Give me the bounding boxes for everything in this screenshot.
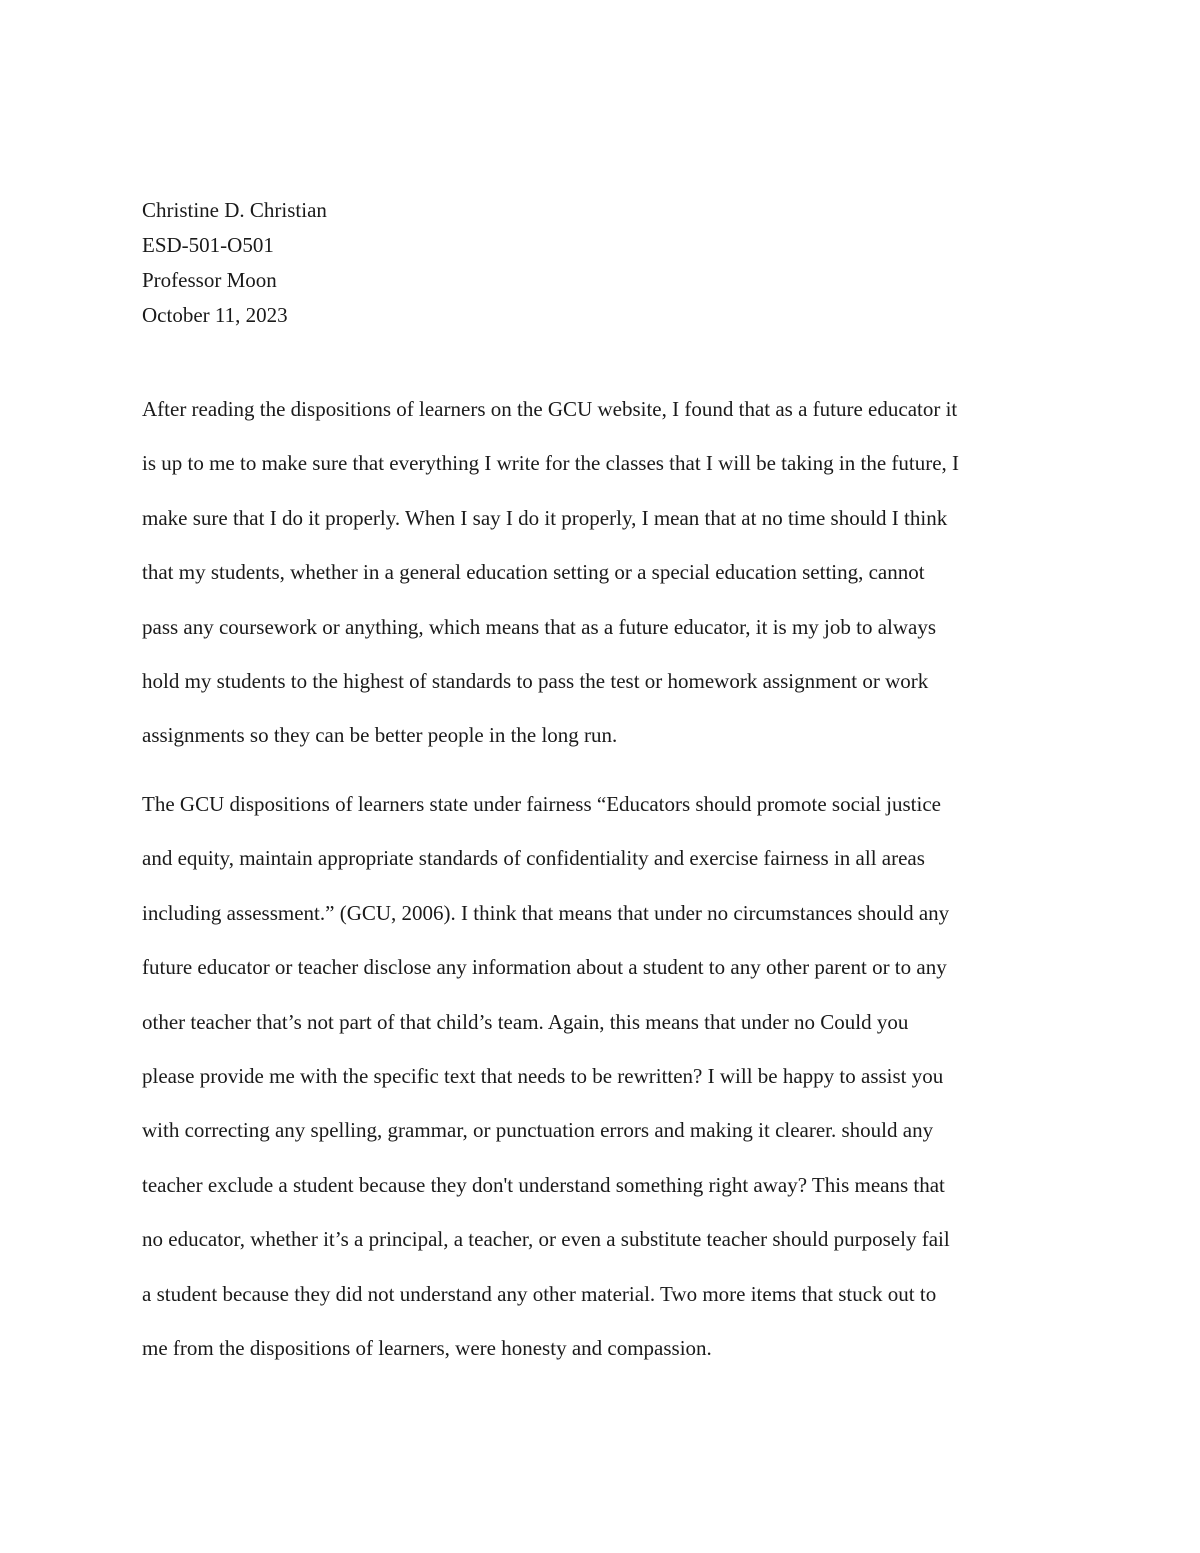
paragraph-2 [142,777,1062,1375]
paragraph-1 [142,382,1062,763]
paragraph-line: and equity, maintain appropriate standards of confidentiality and exercise fairness in all areas [142,846,925,871]
paragraph-line: including assessment.” (GCU, 2006). I think that means that under no circumstances should any [142,900,950,925]
document-date: October 11, 2023 [142,303,288,327]
paragraph-line: other teacher that’s not part of that child’s team. Again, this means that under no Could you [142,1009,909,1034]
document-header [142,193,1042,333]
paragraph-line: make sure that I do it properly. When I say I do it properly, I mean that at no time should I think [142,505,948,530]
paragraph-line: a student because they did not understand any other material. Two more items that stuck out to [142,1281,937,1306]
paragraph-line: future educator or teacher disclose any information about a student to any other parent or to any [142,955,947,980]
paragraph-line: that my students, whether in a general education setting or a special education setting, cannot [142,560,925,585]
paragraph-line: please provide me with the specific text that needs to be rewritten? I will be happy to assist you [142,1063,944,1088]
author-name: Christine D. Christian [142,198,327,222]
paragraph-line: teacher exclude a student because they don't understand something right away? This means that [142,1172,945,1197]
paragraph-line: hold my students to the highest of standards to pass the test or homework assignment or work [142,668,929,693]
course-code: ESD-501-O501 [142,233,274,257]
paragraph-line: pass any coursework or anything, which means that as a future educator, it is my job to always [142,614,937,639]
paragraph-line: assignments so they can be better people in the long run. [142,723,618,748]
paragraph-line: The GCU dispositions of learners state under fairness “Educators should promote social justice [142,792,941,816]
professor-name: Professor Moon [142,268,277,292]
paragraph-line: no educator, whether it’s a principal, a teacher, or even a substitute teacher should purposely fail [142,1227,950,1252]
paragraph-line: with correcting any spelling, grammar, or punctuation errors and making it clearer. should any [142,1118,934,1143]
paragraph-line: me from the dispositions of learners, were honesty and compassion. [142,1335,712,1360]
paragraph-line: is up to me to make sure that everything I write for the classes that I will be taking in the future, I [142,451,960,476]
paragraph-line: After reading the dispositions of learners on the GCU website, I found that as a future educator it [142,397,958,421]
